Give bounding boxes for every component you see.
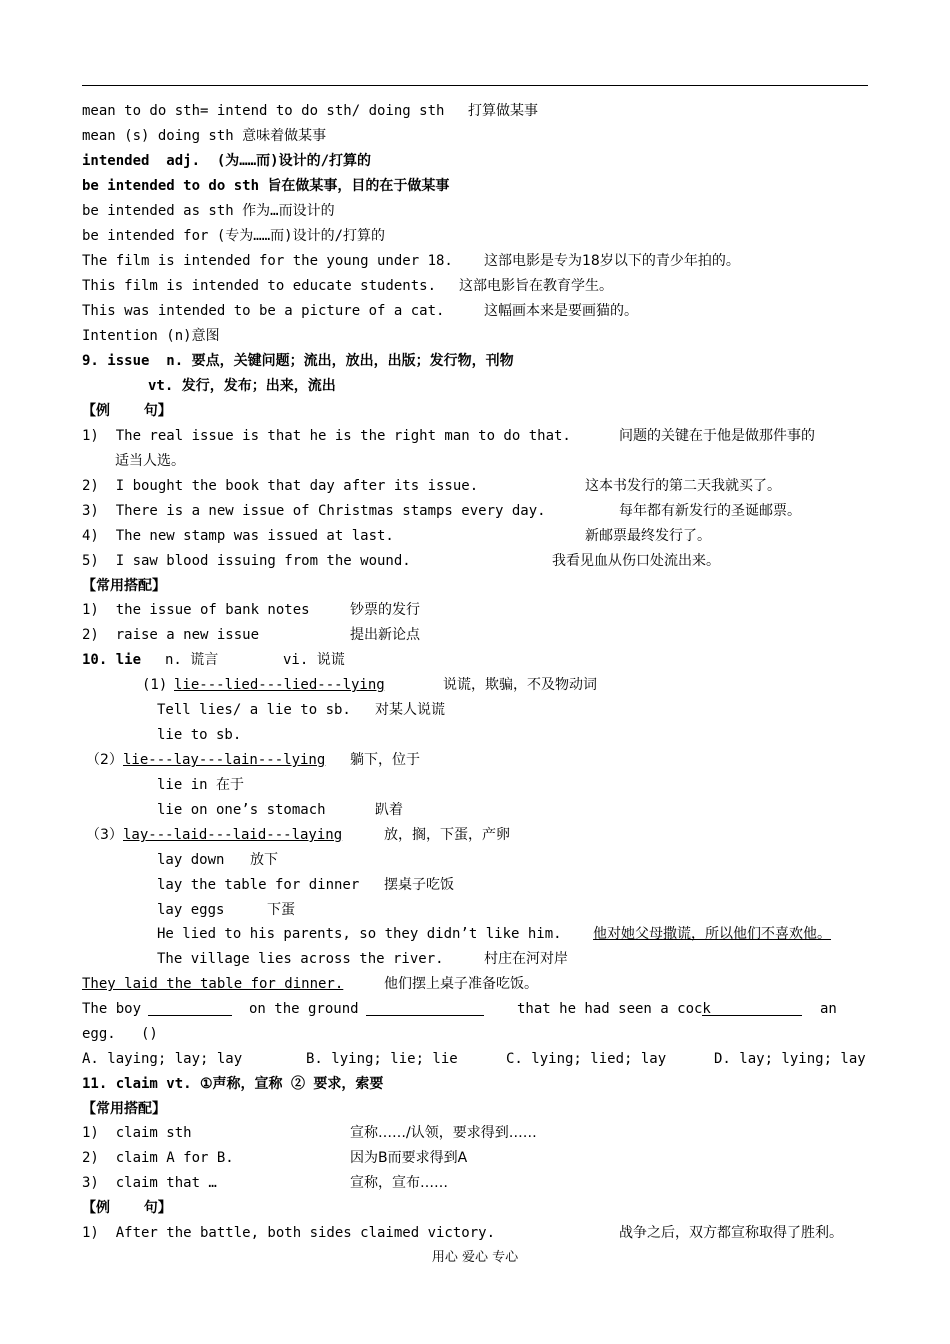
answer-blank[interactable] [366, 1000, 484, 1024]
text-cn: 宣称……/认领，要求得到…… [350, 1125, 537, 1141]
text-line [82, 823, 510, 847]
text-line [82, 848, 278, 872]
text-en: n. 谎言 [165, 652, 219, 668]
text-line: be intended to do sth 旨在做某事，目的在于做某事 [82, 178, 450, 194]
text-line: intended adj. (为……而)设计的/打算的 [82, 153, 372, 169]
text-line [82, 249, 740, 273]
text-en: 2) raise a new issue [82, 627, 260, 643]
text-en: 4) The new stamp was issued at last. [82, 528, 394, 544]
text-en: lie---lay---lain---lying [123, 752, 326, 768]
text-en: that he had seen a cock [517, 1001, 711, 1017]
text-cn: 躺下，位于 [350, 752, 420, 768]
text-line [82, 922, 831, 946]
text-en: an [820, 1001, 837, 1017]
text-en: 2) I bought the book that day after its issue. [82, 478, 479, 494]
text-cn: 我看见血从伤口处流出来。 [552, 553, 720, 569]
text-line [82, 499, 801, 523]
text-en: lie on one’s stomach [157, 802, 326, 818]
option-a: A. laying; lay; lay [82, 1051, 243, 1067]
text-cn: 新邮票最终发行了。 [585, 528, 711, 544]
option-c: C. lying; lied; lay [506, 1051, 667, 1067]
header-rule [82, 85, 868, 86]
text-cn: 每年都有新发行的圣诞邮票。 [619, 503, 801, 519]
text-en: 1) claim sth [82, 1125, 192, 1141]
text-line [82, 1171, 448, 1195]
text-line [82, 598, 420, 622]
text-cn: 问题的关键在于他是做那件事的 [619, 428, 815, 444]
text-line [82, 99, 538, 123]
text-en: 2) claim A for B. [82, 1150, 234, 1166]
text-en: The film is intended for the young under 18. [82, 253, 453, 269]
text-line: Intention (n)意图 [82, 328, 220, 344]
text-line [82, 698, 445, 722]
text-line [82, 947, 568, 971]
text-cn: 说谎，欺骗，不及物动词 [443, 677, 597, 693]
text-line: lie in 在于 [157, 777, 245, 793]
text-cn: 放，搁，下蛋，产卵 [384, 827, 510, 843]
text-cn: （3） [86, 827, 123, 843]
subheading: 【常用搭配】 [82, 578, 166, 594]
text-line [82, 748, 420, 772]
text-en: This film is intended to educate students. [82, 278, 437, 294]
text-en: (1) [142, 677, 168, 693]
text-cn: 打算做某事 [468, 103, 538, 119]
text-en: The boy [82, 1001, 142, 1017]
text-line: egg. () [82, 1026, 158, 1042]
text-line: 适当人选。 [115, 453, 185, 469]
text-line [82, 424, 815, 448]
text-line: mean (s) doing sth 意味着做某事 [82, 128, 327, 144]
text-cn: 战争之后，双方都宣称取得了胜利。 [619, 1225, 843, 1241]
text-en: The village lies across the river. [157, 951, 444, 967]
section-heading: 11. claim vt. ①声称，宣称 ② 要求，索要 [82, 1076, 384, 1092]
subheading: 【例 句】 [82, 1200, 172, 1216]
text-cn: 这部电影是专为18岁以下的青少年拍的。 [484, 253, 740, 269]
text-cn: 这本书发行的第二天我就买了。 [585, 478, 781, 494]
text-cn: 村庄在河对岸 [484, 951, 568, 967]
text-line: lie to sb. [157, 727, 242, 743]
answer-blank[interactable] [148, 1000, 232, 1024]
text-line: be intended for (专为……而)设计的/打算的 [82, 228, 386, 244]
text-line [82, 524, 711, 548]
text-line [82, 299, 638, 323]
text-en: 3) There is a new issue of Christmas stamps every day. [82, 503, 546, 519]
text-cn: 因为B而要求得到A [350, 1150, 468, 1166]
text-cn: 钞票的发行 [350, 602, 420, 618]
subheading: 【例 句】 [82, 403, 172, 419]
text-en: They laid the table for dinner. [82, 976, 344, 992]
text-en: 1) the issue of bank notes [82, 602, 310, 618]
text-line [82, 1121, 537, 1145]
section-heading: 9. issue n. 要点，关键问题；流出，放出，出版；发行物，刊物 [82, 353, 514, 369]
text-en: vi. 说谎 [283, 652, 345, 668]
text-line: vt. 发行，发布；出来，流出 [148, 378, 336, 394]
text-cn: 这幅画本来是要画猫的。 [484, 303, 638, 319]
text-cn: 提出新论点 [350, 627, 420, 643]
text-en: lay---laid---laid---laying [123, 827, 343, 843]
subheading: 【常用搭配】 [82, 1101, 166, 1117]
text-en: mean to do sth= intend to do sth/ doing sth [82, 103, 445, 119]
text-line [82, 673, 597, 697]
page-footer: 用心 爱心 专心 [431, 1250, 519, 1265]
text-en: lie---lied---lied---lying [174, 677, 385, 693]
text-en: 5) I saw blood issuing from the wound. [82, 553, 411, 569]
text-line [82, 898, 295, 922]
text-line [82, 972, 538, 996]
text-en: on the ground [249, 1001, 359, 1017]
text-cn: 放下 [250, 852, 278, 868]
text-line [82, 474, 781, 498]
text-cn: 趴着 [375, 802, 403, 818]
answer-blank[interactable] [702, 1000, 802, 1024]
text-en: 3) claim that … [82, 1175, 217, 1191]
text-en: lay eggs [157, 902, 225, 918]
options-line [82, 1047, 868, 1071]
text-cn: 对某人说谎 [375, 702, 445, 718]
text-line [82, 1146, 468, 1170]
text-en: Tell lies/ a lie to sb. [157, 702, 351, 718]
text-cn: 他们摆上桌子准备吃饭。 [384, 976, 538, 992]
text-line [82, 798, 403, 822]
text-en: This was intended to be a picture of a cat. [82, 303, 445, 319]
text-en: lay the table for dinner [157, 877, 360, 893]
text-en: He lied to his parents, so they didn’t like him. [157, 926, 562, 942]
text-line [82, 1221, 843, 1245]
text-cn: 这部电影旨在教育学生。 [459, 278, 613, 294]
option-d: D. lay; lying; lay [714, 1051, 866, 1067]
text-line: be intended as sth 作为…而设计的 [82, 203, 335, 219]
text-line [82, 274, 613, 298]
text-en: lay down [157, 852, 225, 868]
option-b: B. lying; lie; lie [306, 1051, 458, 1067]
exercise-line [82, 997, 868, 1021]
text-cn: 宣称，宣布…… [350, 1175, 448, 1191]
text-line [82, 873, 454, 897]
text-en: 1) The real issue is that he is the right man to do that. [82, 428, 571, 444]
text-line [82, 549, 720, 573]
text-cn: 他对她父母撒谎，所以他们不喜欢他。 [593, 926, 831, 942]
text-cn: 摆桌子吃饭 [384, 877, 454, 893]
text-en: 1) After the battle, both sides claimed victory. [82, 1225, 496, 1241]
text-line [82, 623, 420, 647]
text-cn: （2） [86, 752, 123, 768]
text-en: 10. lie [82, 652, 142, 668]
text-cn: 下蛋 [267, 902, 295, 918]
section-heading [82, 648, 345, 672]
